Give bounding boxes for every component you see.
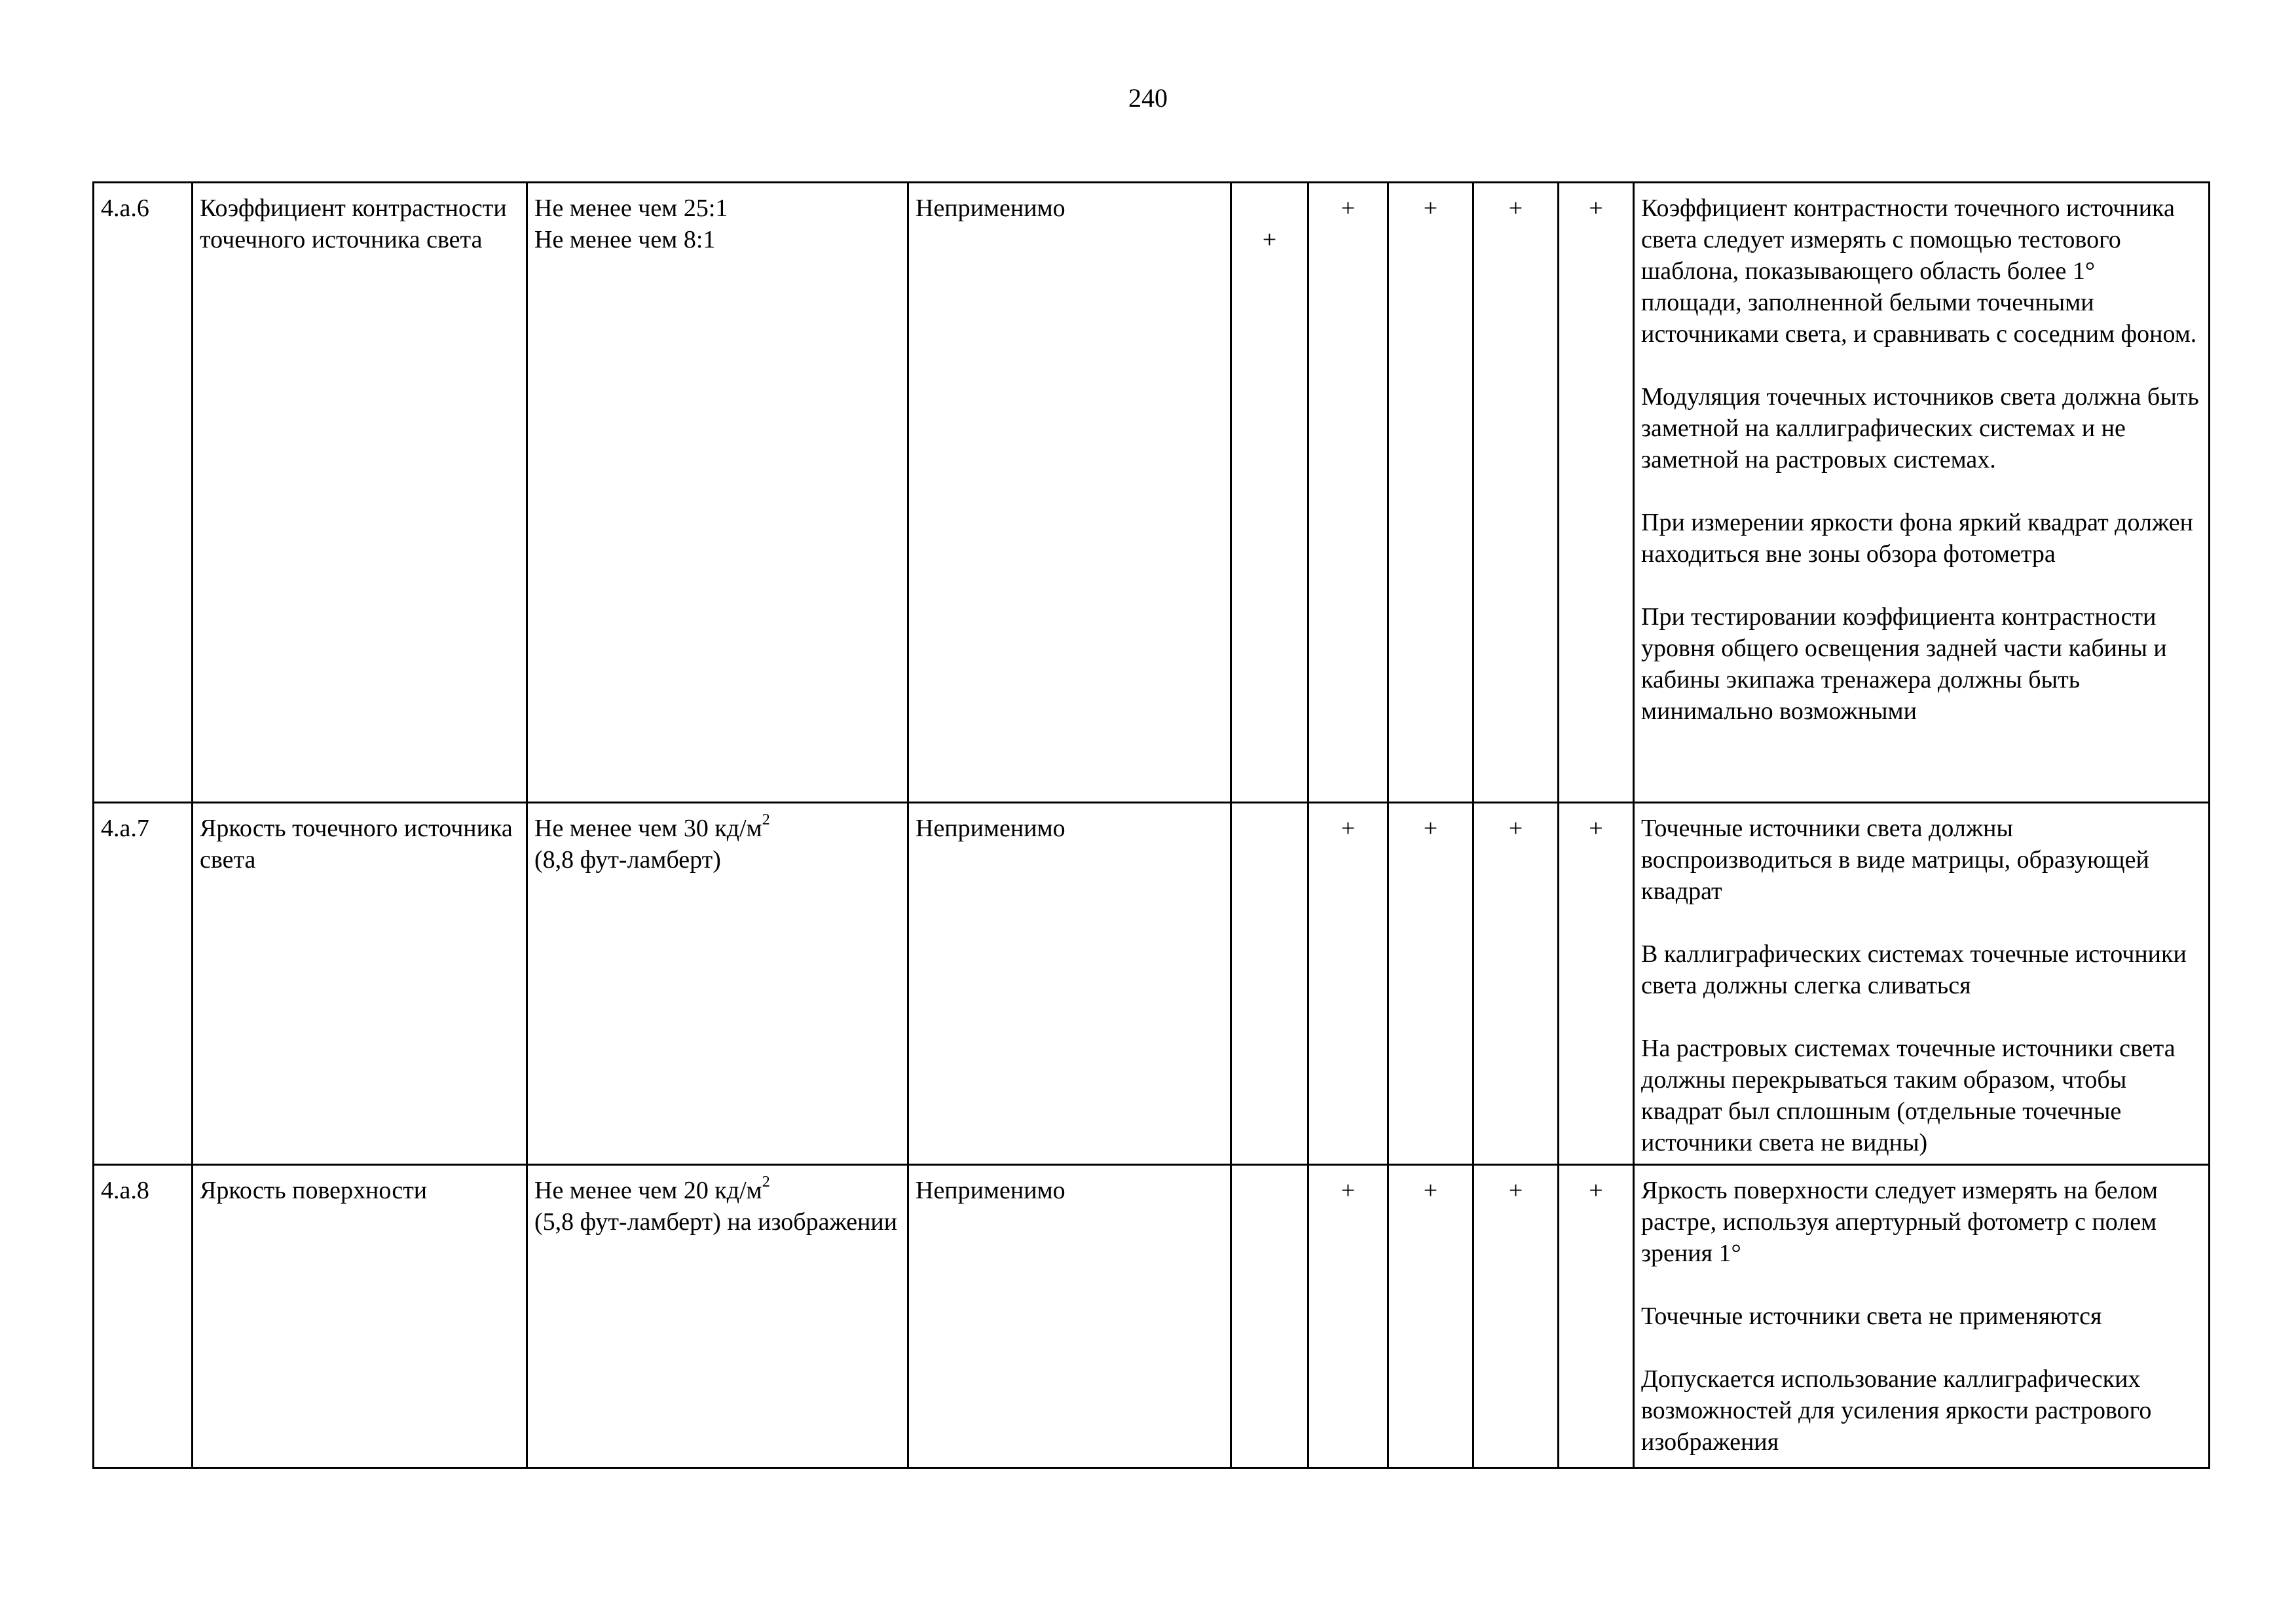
note: При тестировании коэффициента контрастности уровня общего освещения задней части кабины и кабины экипажа тренажера должны быть минимально возможными bbox=[1641, 603, 2167, 725]
specification-table bbox=[92, 181, 2210, 1469]
note: Допускается использование каллиграфических возможностей для усиления яркости растрового изображения bbox=[1641, 1365, 2152, 1456]
row-code: 4.a.6 bbox=[94, 183, 193, 803]
mark: + bbox=[1559, 1165, 1634, 1468]
parameter-name: Коэффициент контрастности точечного источника света bbox=[193, 183, 527, 803]
notes-cell bbox=[1634, 803, 2210, 1165]
mark: + bbox=[1473, 803, 1559, 1165]
requirement-value: Не менее чем 30 кд/м bbox=[534, 815, 762, 842]
requirement-value: Не менее чем 8:1 bbox=[534, 226, 716, 253]
note: В каллиграфических системах точечные источники света должны слегка сливаться bbox=[1641, 940, 2187, 999]
row-code: 4.a.7 bbox=[94, 803, 193, 1165]
requirement-value: Не менее чем 25:1 bbox=[534, 194, 728, 222]
mark: + bbox=[1308, 803, 1388, 1165]
mark-cell bbox=[1231, 183, 1308, 803]
mark: + bbox=[1559, 803, 1634, 1165]
requirement-cell bbox=[527, 1165, 908, 1468]
note: Яркость поверхности следует измерять на белом растре, используя апертурный фотометр с полем зрения 1° bbox=[1641, 1177, 2158, 1267]
note: Точечные источники света должны воспроизводиться в виде матрицы, образующей квадрат bbox=[1641, 815, 2149, 905]
notes-cell bbox=[1634, 1165, 2210, 1468]
applicability: Неприменимо bbox=[908, 183, 1231, 803]
note: На растровых системах точечные источники света должны перекрываться таким образом, чтобы квадрат был сплошным (отдельные точечные источники света не видны) bbox=[1641, 1035, 2176, 1156]
note: Точечные источники света не применяются bbox=[1641, 1302, 2102, 1330]
unit-exponent: 2 bbox=[762, 811, 770, 829]
parameter-name: Яркость поверхности bbox=[193, 1165, 527, 1468]
requirement-cell bbox=[527, 183, 908, 803]
note: При измерении яркости фона яркий квадрат должен находиться вне зоны обзора фотометра bbox=[1641, 509, 2193, 568]
table-row bbox=[94, 183, 2210, 803]
mark: + bbox=[1388, 183, 1473, 803]
note: Модуляция точечных источников света должна быть заметной на каллиграфических системах и не заметной на растровых системах. bbox=[1641, 383, 2199, 473]
mark: + bbox=[1308, 1165, 1388, 1468]
mark-cell-empty bbox=[1231, 1165, 1308, 1468]
page-number: 240 bbox=[1128, 83, 1168, 113]
unit-exponent: 2 bbox=[762, 1173, 770, 1191]
mark: + bbox=[1473, 1165, 1559, 1468]
mark: + bbox=[1559, 183, 1634, 803]
row-code: 4.a.8 bbox=[94, 1165, 193, 1468]
applicability: Неприменимо bbox=[908, 1165, 1231, 1468]
requirement-value: Не менее чем 20 кд/м bbox=[534, 1177, 762, 1204]
parameter-name: Яркость точечного источника света bbox=[193, 803, 527, 1165]
applicability: Неприменимо bbox=[908, 803, 1231, 1165]
table-row bbox=[94, 1165, 2210, 1468]
notes-cell bbox=[1634, 183, 2210, 803]
requirement-note: (5,8 фут-ламберт) на изображении bbox=[534, 1208, 898, 1236]
mark: + bbox=[1262, 226, 1277, 253]
mark: + bbox=[1473, 183, 1559, 803]
requirement-note: (8,8 фут-ламберт) bbox=[534, 846, 721, 874]
mark: + bbox=[1388, 803, 1473, 1165]
mark-cell-empty bbox=[1231, 803, 1308, 1165]
table-row bbox=[94, 803, 2210, 1165]
note: Коэффициент контрастности точечного источника света следует измерять с помощью тестового шаблона, показывающего область более 1° площади, заполненной белыми точечными источниками света, и сравнивать с соседним фоном. bbox=[1641, 194, 2197, 348]
requirement-cell bbox=[527, 803, 908, 1165]
mark: + bbox=[1308, 183, 1388, 803]
mark: + bbox=[1388, 1165, 1473, 1468]
